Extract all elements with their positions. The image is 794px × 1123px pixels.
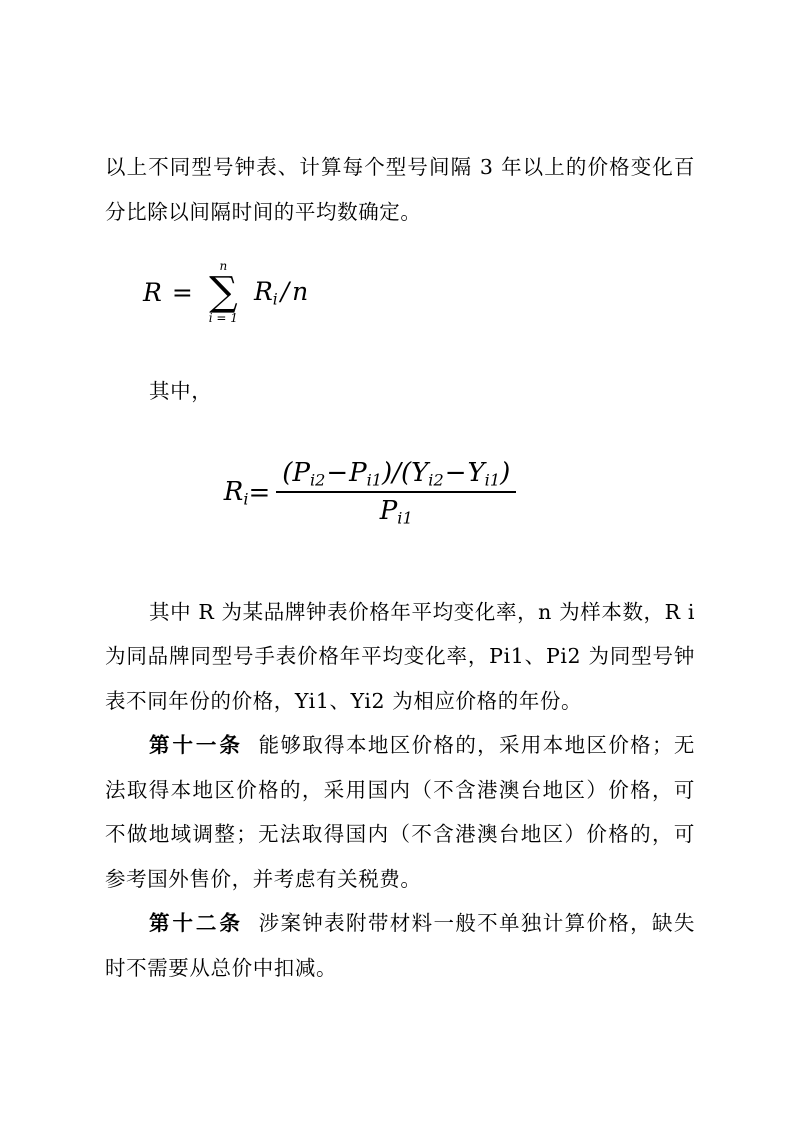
fraction-denominator: [374, 493, 419, 528]
denominator-sub: i1: [397, 508, 413, 528]
spacer: [105, 528, 695, 590]
minus-2: −: [444, 457, 467, 488]
sigma-upper-limit: n: [219, 259, 228, 273]
formula-1-term-base: R: [253, 276, 273, 306]
article-11-label: 第十一条: [149, 733, 243, 758]
intro-paragraph: 以上不同型号钟表、计算每个型号间隔 3 年以上的价格变化百分比除以间隔时间的平均数确定。: [105, 155, 695, 224]
where-label: 其中，: [149, 379, 213, 404]
article-12-label: 第十二条: [149, 911, 243, 936]
formula-block-1: [105, 260, 695, 325]
formula-block-2: [105, 458, 695, 528]
numerator-slash: /: [392, 457, 401, 488]
spacer: [105, 325, 695, 369]
formula-1: [105, 260, 308, 325]
p-i1-sub: i1: [366, 470, 383, 490]
formula-2-lhs-sub: i: [243, 489, 249, 509]
summation-operator: [209, 260, 238, 325]
p-i1-base: P: [349, 457, 367, 488]
sigma-lower-limit: i = 1: [208, 310, 238, 325]
formula-1-equals: =: [171, 278, 193, 308]
paren-close-2: ): [500, 457, 511, 488]
denominator-base: P: [379, 496, 398, 527]
sigma-icon: ∑: [209, 269, 238, 316]
article-12-text: 涉案钟表附带材料一般不单独计算价格，缺失时不需要从总价中扣减。: [105, 911, 695, 980]
formula-2-lhs: [224, 477, 249, 509]
y-i2-sub: i2: [428, 470, 444, 490]
fraction: [276, 458, 516, 528]
y-i2-base: Y: [411, 457, 429, 488]
article-11-paragraph: [105, 723, 695, 901]
spacer: [105, 414, 695, 458]
definitions-paragraph: 其中 R 为某品牌钟表价格年平均变化率，n 为样本数，R i 为同品牌同型号手表价格年平均变化率，Pi1、Pi2 为同型号钟表不同年份的价格，Yi1、Yi2 为相应价格的年份。: [105, 599, 703, 713]
spacer: [105, 234, 695, 260]
y-i1-base: Y: [467, 457, 485, 488]
article-11-text: 能够取得本地区价格的，采用本地区价格；无法取得本地区价格的，采用国内（不含港澳台地区）价格，可不做地域调整；无法取得国内（不含港澳台地区）价格的，可参考国外售价，并考虑有关税费。: [105, 733, 695, 891]
paren-close-1: ): [382, 457, 393, 488]
y-i1-sub: i1: [484, 470, 501, 490]
formula-2-lhs-base: R: [223, 476, 244, 507]
formula-1-term: [254, 277, 308, 308]
p-i2-base: P: [292, 457, 310, 488]
article-12-paragraph: [105, 901, 695, 990]
formula-2-equals: =: [248, 477, 271, 508]
paren-open-2: (: [400, 457, 412, 488]
formula-1-slash: /: [280, 276, 290, 306]
fraction-numerator: [276, 458, 516, 492]
paren-open-1: (: [282, 457, 293, 488]
formula-1-term-sub: i: [272, 290, 278, 309]
formula-2: [224, 458, 516, 528]
p-i2-sub: i2: [309, 470, 326, 490]
minus-1: −: [326, 457, 349, 488]
formula-1-divisor: n: [292, 276, 309, 306]
formula-1-lhs: R: [143, 278, 162, 308]
